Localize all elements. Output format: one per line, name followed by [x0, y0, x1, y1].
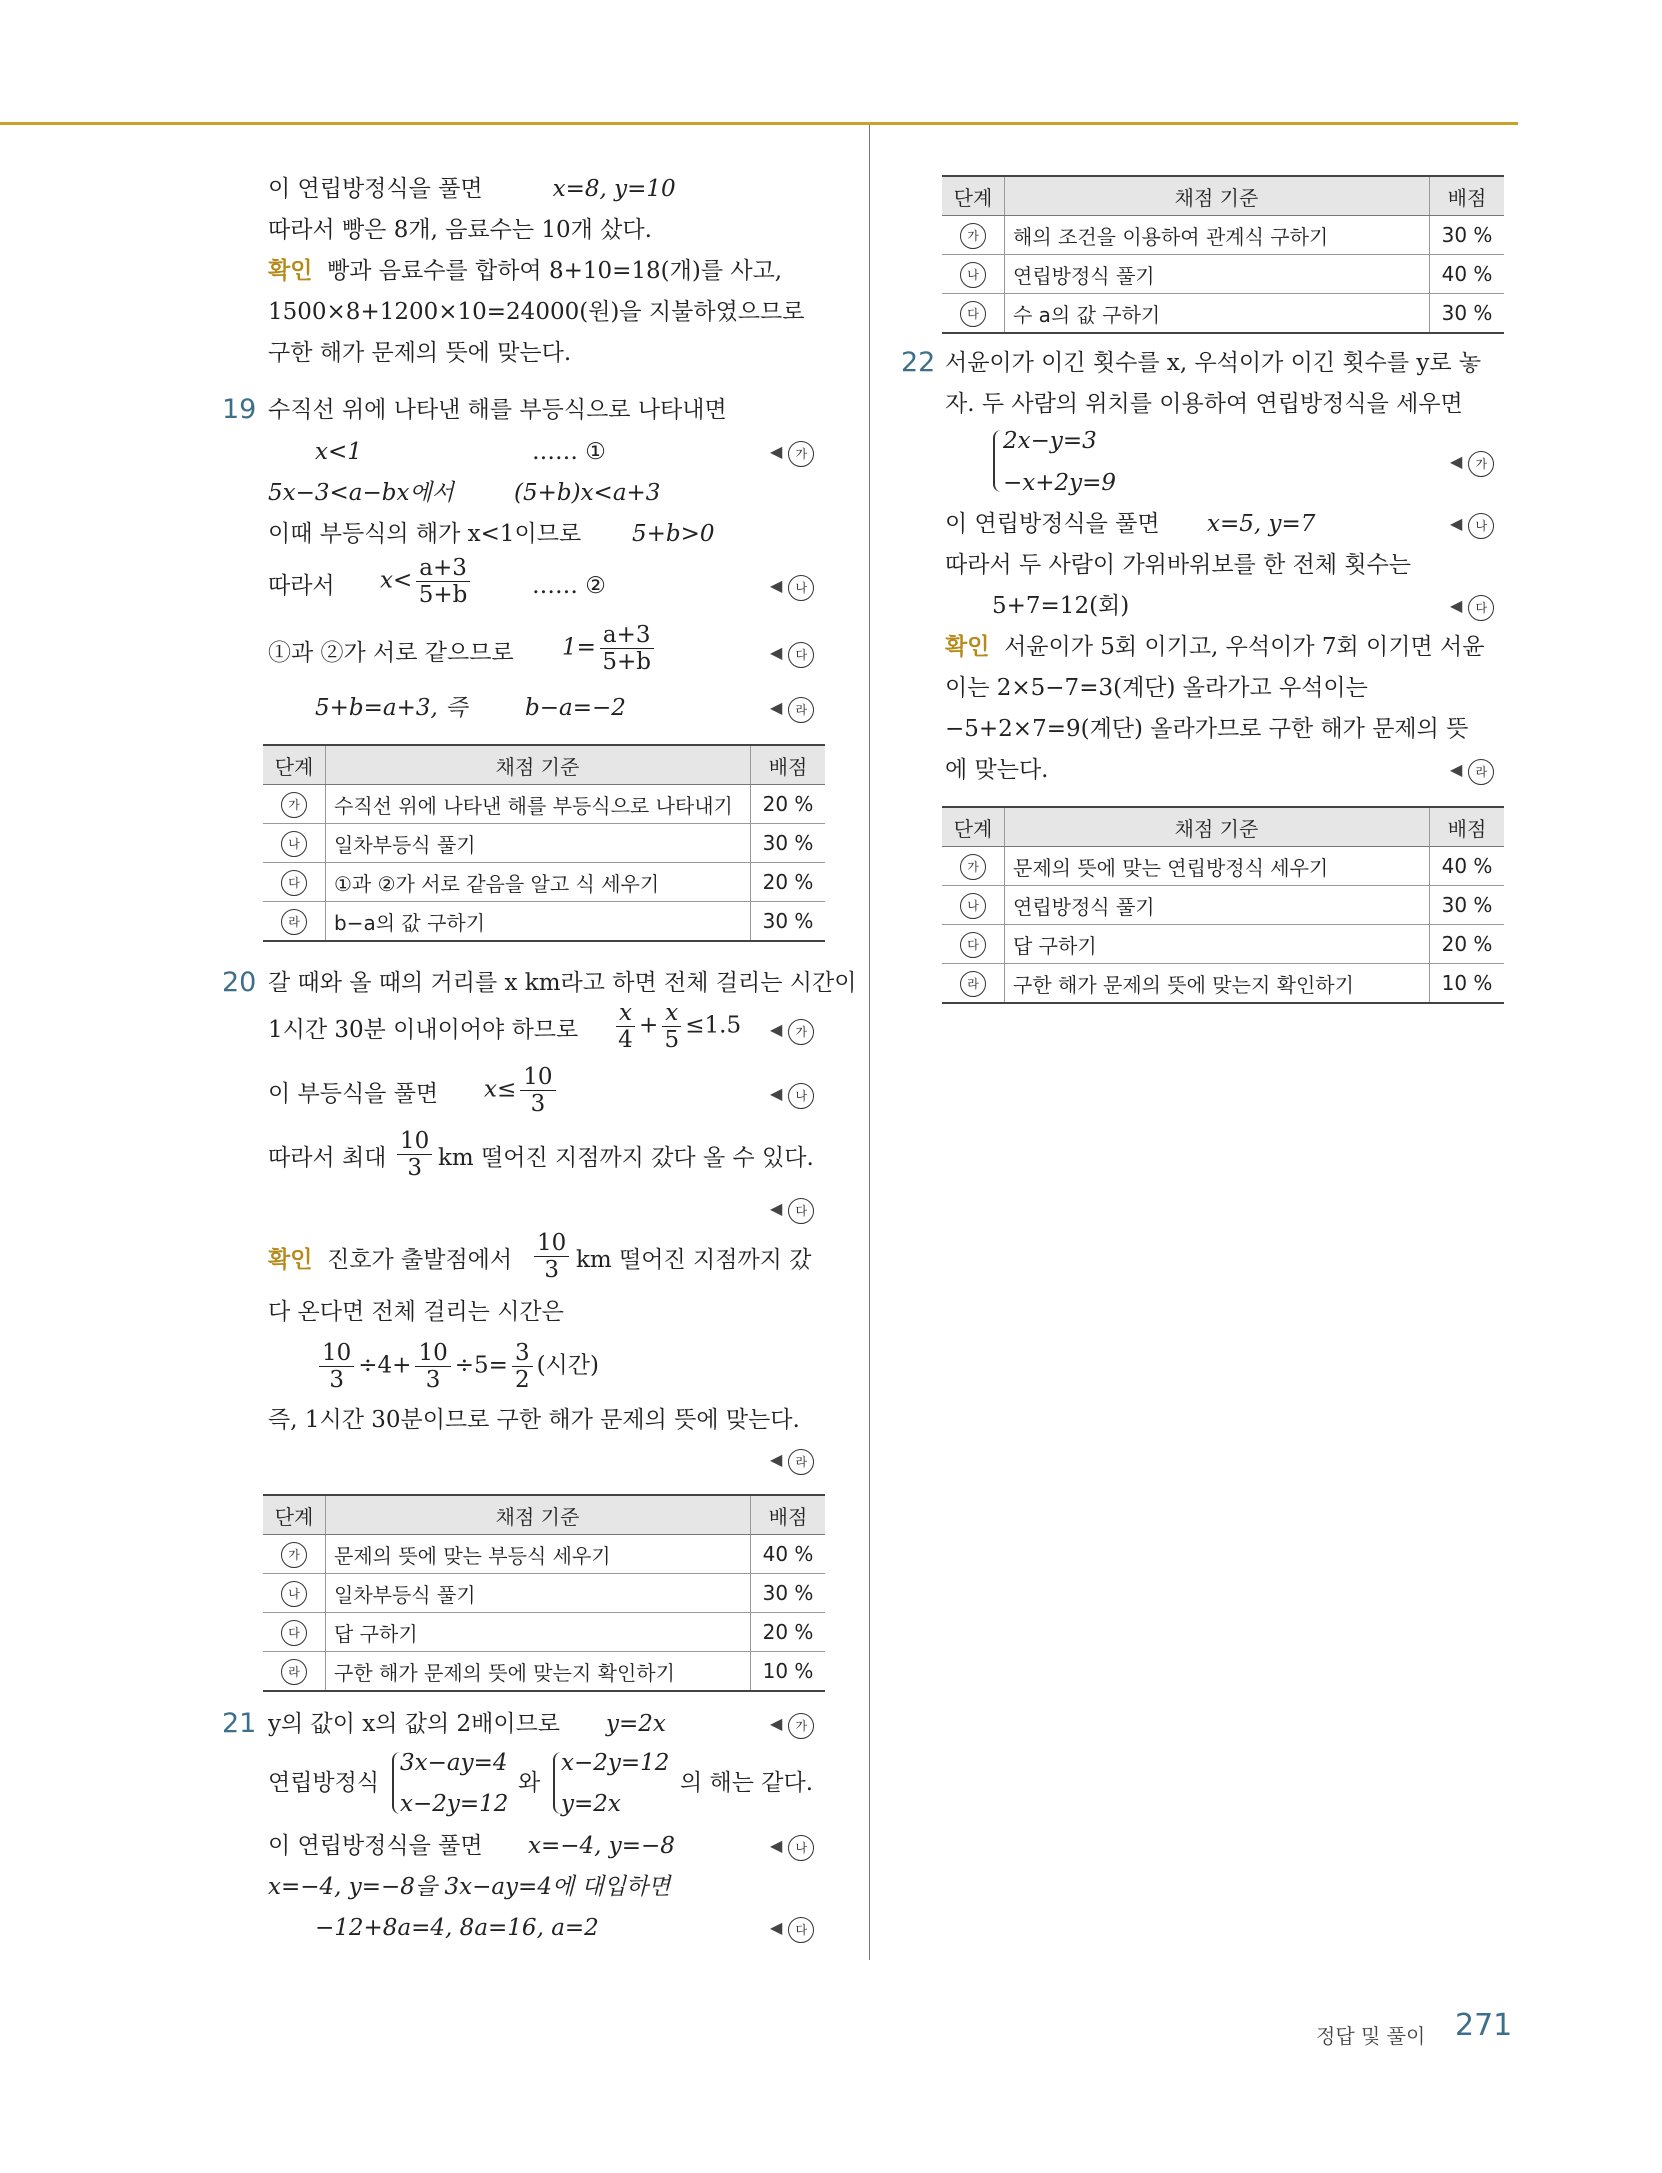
p22-line-4: 따라서 두 사람이 가위바위보를 한 전체 횟수는: [945, 552, 1412, 578]
p21-line-1: y의 값이 x의 값의 2배이므로: [268, 1711, 561, 1737]
p21-system-eq-4: y=2x: [561, 1791, 621, 1817]
p22-line-7: 이는 2×5−7=3(계단) 올라가고 우석이는: [945, 675, 1368, 701]
table-row: 라 구한 해가 문제의 뜻에 맞는지 확인하기 10 %: [263, 1652, 825, 1692]
step-marker-da: ◀ 다: [1450, 590, 1494, 623]
p21-line-5: −12+8a=4, 8a=16, a=2: [315, 1915, 599, 1941]
p20-fraction-distance: $\frac{10}{3}$: [393, 1128, 436, 1181]
p21-line-3b: x=−4, y=−8: [528, 1833, 675, 1859]
p22-line-6: 확인 서윤이가 5회 이기고, 우석이가 7회 이기면 서윤: [945, 634, 1485, 660]
p21-line-2: 연립방정식: [268, 1770, 380, 1796]
p21-line-4: x=−4, y=−8을 3x−ay=4에 대입하면: [268, 1874, 671, 1900]
table-row: 나 연립방정식 풀기 40 %: [942, 255, 1504, 294]
p21-line-1b: y=2x: [606, 1711, 666, 1737]
problem-number-19: 19: [222, 394, 257, 425]
p19-line-3: 5x−3<a−bx에서: [268, 480, 454, 506]
step-marker-ga: ◀ 가: [770, 1014, 814, 1047]
p19-eq-label-1: …… ①: [532, 439, 606, 465]
problem-number-20: 20: [222, 967, 257, 998]
table-row: 다 답 구하기 20 %: [942, 925, 1504, 964]
p21-line-3: 이 연립방정식을 풀면: [268, 1833, 483, 1859]
scoring-table-22: 단계 채점 기준 배점 가 문제의 뜻에 맞는 연립방정식 세우기 40 % 나 연립방정식 풀기 30 % 다 답 구하기 20 % 라 구한 해가 문제의 뜻에 맞는지 확인하기 10 %: [942, 806, 1504, 1004]
problem-number-21: 21: [222, 1708, 257, 1739]
step-marker-na: ◀ 나: [770, 1830, 814, 1863]
step-marker-ra: ◀ 라: [770, 692, 814, 725]
step-marker-na: ◀ 나: [770, 570, 814, 603]
step-marker-ga: ◀ 가: [770, 1708, 814, 1741]
column-divider: [869, 125, 870, 1960]
p22-line-1: 서윤이가 이긴 횟수를 x, 우석이가 이긴 횟수를 y로 놓: [945, 350, 1482, 376]
p19-line-6: ①과 ②가 서로 같으므로: [268, 640, 514, 666]
p22-line-3: 이 연립방정식을 풀면: [945, 511, 1160, 537]
step-marker-ga: ◀ 가: [770, 436, 814, 469]
p21-system-eq-3: x−2y=12: [561, 1750, 670, 1776]
p19-line-3b: (5+b)x<a+3: [514, 480, 661, 506]
p20-line-5: 확인 진호가 출발점에서: [268, 1247, 513, 1273]
p20-fraction-check: $\frac{10}{3}$: [530, 1230, 573, 1283]
table-row: 가 문제의 뜻에 맞는 연립방정식 세우기 40 %: [942, 847, 1504, 886]
p20-fraction-ineq: $\frac{x}{4}$ + $\frac{x}{5}$ ≤1.5: [612, 1000, 741, 1053]
p20-line-1: 갈 때와 올 때의 거리를 x km라고 하면 전체 걸리는 시간이: [268, 970, 857, 996]
p22-line-5: 5+7=12(회): [992, 593, 1130, 619]
top-line-2: 따라서 빵은 8개, 음료수는 10개 샀다.: [268, 217, 652, 243]
check-keyword: 확인: [268, 258, 313, 284]
top-line-4: 1500×8+1200×10=24000(원)을 지불하였으므로: [268, 299, 805, 325]
table-row: 다 수 a의 값 구하기 30 %: [942, 294, 1504, 334]
p22-line-8: −5+2×7=9(계단) 올라가므로 구한 해가 문제의 뜻: [945, 716, 1469, 742]
p21-conj: 와: [518, 1770, 541, 1796]
p20-line-8: 즉, 1시간 30분이므로 구한 해가 문제의 뜻에 맞는다.: [268, 1407, 800, 1433]
p19-line-4: 이때 부등식의 해가 x<1이므로: [268, 521, 582, 547]
scoring-table-19: 단계 채점 기준 배점 가 수직선 위에 나타낸 해를 부등식으로 나타내기 20 % 나 일차부등식 풀기 30 % 다 ①과 ②가 서로 같음을 알고 식 세우기 20 % 라 b−a의 값 구하기 30 %: [263, 744, 825, 942]
table-row: 나 연립방정식 풀기 30 %: [942, 886, 1504, 925]
step-marker-da: ◀ 다: [770, 637, 814, 670]
p20-line-6: 다 온다면 전체 걸리는 시간은: [268, 1299, 564, 1325]
step-marker-ra: ◀ 라: [770, 1444, 814, 1477]
p20-time-expression: $\frac{10}{3}$ ÷4+ $\frac{10}{3}$ ÷5= $\frac{3}{2}$ (시간): [315, 1340, 599, 1393]
p20-line-2: 1시간 30분 이내이어야 하므로: [268, 1017, 579, 1043]
step-marker-na: ◀ 나: [770, 1078, 814, 1111]
p20-line-4: 따라서 최대: [268, 1145, 387, 1171]
p20-line-3: 이 부등식을 풀면: [268, 1081, 439, 1107]
step-marker-da: ◀ 다: [770, 1193, 814, 1226]
top-line-5: 구한 해가 문제의 뜻에 맞는다.: [268, 340, 572, 366]
top-rule: [0, 122, 1518, 125]
step-marker-ra: ◀ 라: [1450, 754, 1494, 787]
p19-line-2: x<1: [315, 439, 362, 465]
p21-system-eq-1: 3x−ay=4: [400, 1750, 508, 1776]
top-line-3: 확인 빵과 음료수를 합하여 8+10=18(개)를 사고,: [268, 258, 783, 284]
p22-system-eq-2: −x+2y=9: [1003, 470, 1117, 496]
p20-fraction-solution: x≤ $\frac{10}{3}$: [484, 1064, 560, 1117]
p19-line-7: 5+b=a+3, 즉: [315, 695, 468, 721]
p22-line-3b: x=5, y=7: [1207, 511, 1316, 537]
footer-label: 정답 및 풀이: [1316, 2024, 1426, 2048]
p21-line-2b: 의 해는 같다.: [680, 1770, 814, 1796]
p22-line-9: 에 맞는다.: [945, 757, 1049, 783]
p20-line-4b: km 떨어진 지점까지 갔다 올 수 있다.: [438, 1145, 814, 1171]
p21-system-eq-2: x−2y=12: [400, 1791, 509, 1817]
table-row: 라 b−a의 값 구하기 30 %: [263, 902, 825, 942]
step-marker-na: ◀ 나: [1450, 508, 1494, 541]
table-row: 나 일차부등식 풀기 30 %: [263, 824, 825, 863]
p19-line-5: 따라서: [268, 573, 335, 599]
table-row: 가 수직선 위에 나타낸 해를 부등식으로 나타내기 20 %: [263, 785, 825, 824]
p19-fraction-2: 1= $\frac{a+3}{5+b}$: [562, 622, 658, 675]
top-line-1: 이 연립방정식을 풀면 x=8, y=10: [268, 176, 676, 202]
problem-number-22: 22: [901, 347, 936, 378]
table-row: 가 문제의 뜻에 맞는 부등식 세우기 40 %: [263, 1535, 825, 1574]
page-number: 271: [1455, 2008, 1513, 2043]
table-row: 다 답 구하기 20 %: [263, 1613, 825, 1652]
p22-line-2: 자. 두 사람의 위치를 이용하여 연립방정식을 세우면: [945, 391, 1463, 417]
p19-fraction-1: x< $\frac{a+3}{5+b}$: [380, 555, 474, 608]
brace-system: [993, 430, 1003, 492]
table-row: 나 일차부등식 풀기 30 %: [263, 1574, 825, 1613]
scoring-table-20: 단계 채점 기준 배점 가 문제의 뜻에 맞는 부등식 세우기 40 % 나 일차부등식 풀기 30 % 다 답 구하기 20 % 라 구한 해가 문제의 뜻에 맞는지 확인하기 10 %: [263, 1494, 825, 1692]
table-row: 다 ①과 ②가 서로 같음을 알고 식 세우기 20 %: [263, 863, 825, 902]
p22-system-eq-1: 2x−y=3: [1003, 428, 1097, 454]
p19-line-4b: 5+b>0: [632, 521, 715, 547]
p19-line-7b: b−a=−2: [525, 695, 626, 721]
step-marker-da: ◀ 다: [770, 1912, 814, 1945]
table-row: 라 구한 해가 문제의 뜻에 맞는지 확인하기 10 %: [942, 964, 1504, 1004]
p19-eq-label-2: …… ②: [532, 573, 606, 599]
p20-line-5b: km 떨어진 지점까지 갔: [576, 1247, 812, 1273]
table-row: 가 해의 조건을 이용하여 관계식 구하기 30 %: [942, 216, 1504, 255]
step-marker-ga: ◀ 가: [1450, 446, 1494, 479]
scoring-table-21: 단계 채점 기준 배점 가 해의 조건을 이용하여 관계식 구하기 30 % 나 연립방정식 풀기 40 % 다 수 a의 값 구하기 30 %: [942, 175, 1504, 334]
p19-line-1: 수직선 위에 나타낸 해를 부등식으로 나타내면: [268, 397, 727, 423]
